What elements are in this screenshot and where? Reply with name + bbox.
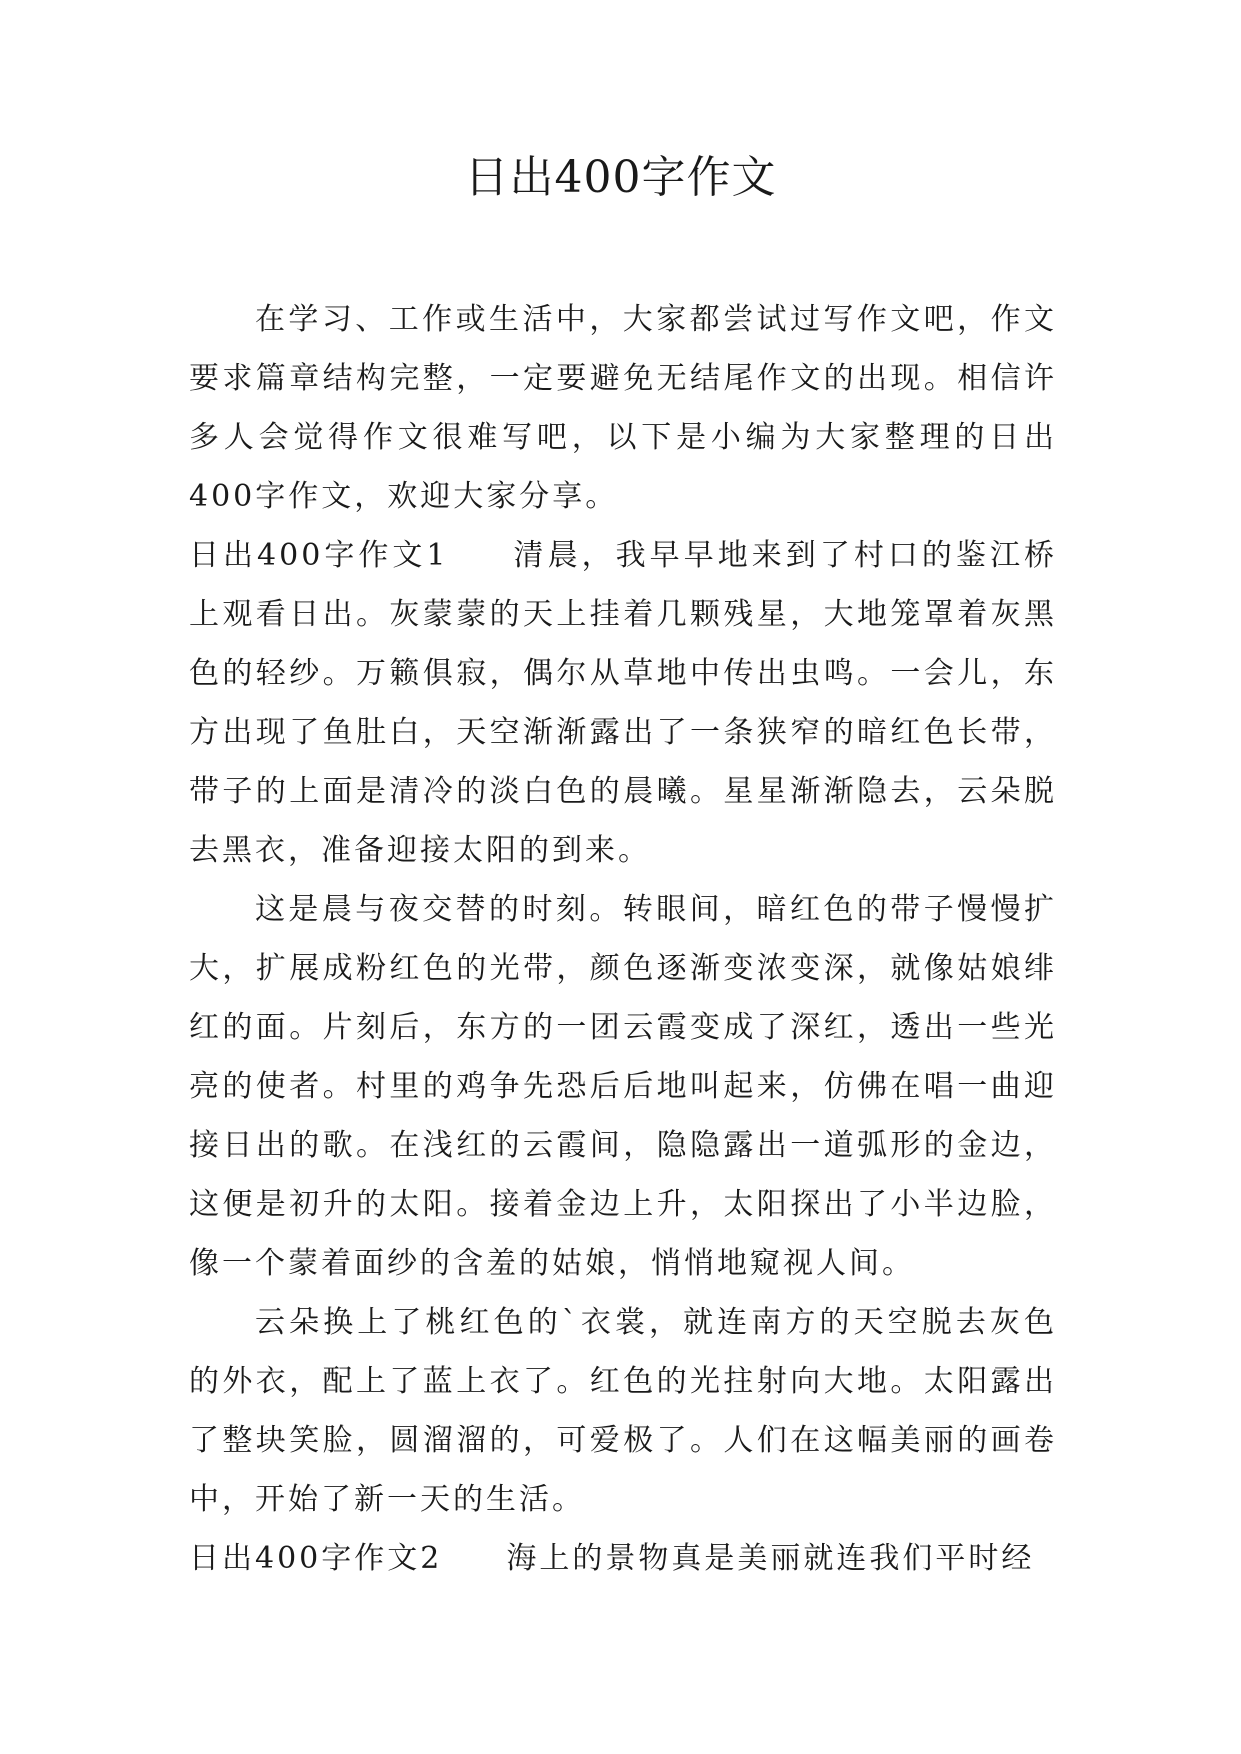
essay-1-paragraph-1 [189, 526, 1057, 880]
document-title: 日出400字作文 [464, 152, 777, 203]
document-body [189, 290, 1057, 1588]
essay-2-paragraph-1-text: 海上的景物真是美丽就连我们平时经 [506, 1541, 1035, 1576]
essay-1-heading: 日出400字作文1 [189, 538, 449, 573]
essay-2-paragraph-1 [189, 1529, 1057, 1588]
essay-1-paragraph-2: 这是晨与夜交替的时刻。转眼间，暗红色的带子慢慢扩大，扩展成粉红色的光带，颜色逐渐变浓变深，就像姑娘绯红的面。片刻后，东方的一团云霞变成了深红，透出一些光亮的使者。村里的鸡争先恐后后地叫起来，仿佛在唱一曲迎接日出的歌。在浅红的云霞间，隐隐露出一道弧形的金边，这便是初升的太阳。接着金边上升，太阳探出了小半边脸，像一个蒙着面纱的含羞的姑娘，悄悄地窥视人间。 [189, 892, 1057, 1281]
essay-1-paragraph-1-text: 清晨，我早早地来到了村口的鉴江桥上观看日出。灰蒙蒙的天上挂着几颗残星，大地笼罩着灰黑色的轻纱。万籁俱寂，偶尔从草地中传出虫鸣。一会儿，东方出现了鱼肚白，天空渐渐露出了一条狭窄的暗红色长带，带子的上面是清冷的淡白色的晨曦。星星渐渐隐去，云朵脱去黑衣，准备迎接太阳的到来。 [189, 538, 1057, 868]
essay-1-paragraph-3: 云朵换上了桃红色的`衣裳，就连南方的天空脱去灰色的外衣，配上了蓝上衣了。红色的光拄射向大地。太阳露出了整块笑脸，圆溜溜的，可爱极了。人们在这幅美丽的画卷中，开始了新一天的生活。 [189, 1305, 1057, 1517]
intro-paragraph: 在学习、工作或生活中，大家都尝试过写作文吧，作文要求篇章结构完整，一定要避免无结尾作文的出现。相信许多人会觉得作文很难写吧，以下是小编为大家整理的日出400字作文，欢迎大家分享。 [189, 302, 1057, 514]
essay-2-heading: 日出400字作文2 [189, 1541, 443, 1576]
